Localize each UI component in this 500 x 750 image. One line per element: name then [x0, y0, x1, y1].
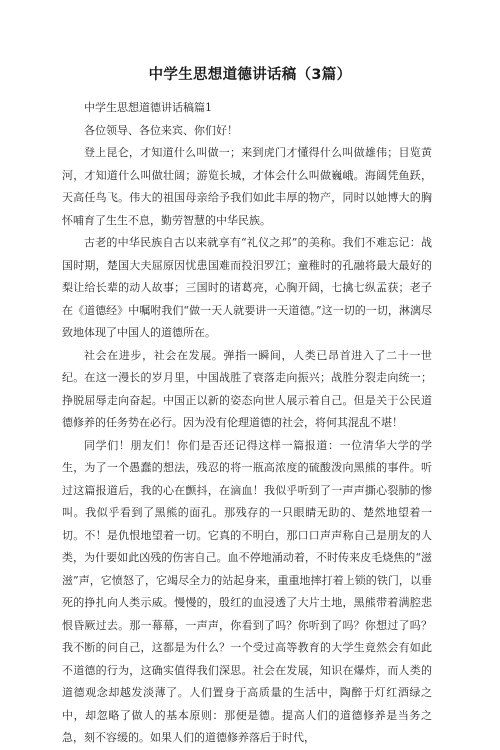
paragraph-motherland: 登上昆仑，才知道什么叫做一；来到虎门才懂得什么叫做雄伟；目览黄河，才知道什么叫做壮阔；游览长城，才体会什么叫做巍峨。海阔凭鱼跃，天高任鸟飞。伟大的祖国母亲给予我们如此丰厚的物产，同时以她博大的胸怀哺育了生生不息，勤劳智慧的中华民族。 [62, 146, 432, 227]
paragraph-etiquette: 古老的中华民族自古以来就享有“礼仪之邦”的美称。我们不难忘记：战国时期，楚国大夫屈原因忧患国难而投汨罗江；童稚时的孔融将最大最好的梨让给长辈的动人故事；三国时的诸葛亮，心胸开阔，七擒七纵孟获；老子在《道德经》中嘱咐我们“做一天人就要讲一天道德。”这一切的一切，淋漓尽致地体现了中国人的道德所在。 [62, 236, 432, 339]
paragraph-greeting: 各位领导、各位来宾、你们好！ [84, 123, 238, 137]
paragraph-progress: 社会在进步，社会在发展。弹指一瞬间，人类已昂首进入了二十一世纪。在这一漫长的岁月里，中国战胜了衰落走向振兴；战胜分裂走向统一；挣脱屈辱走向奋起。中国正以新的姿态向世人展示着自己。但是关于公民道德修养的任务势在必行。因为没有伦理道德的社会，将何其混乱不堪！ [62, 348, 432, 429]
document-title: 中学生思想道德讲话稿（3篇） [148, 67, 352, 83]
section-heading: 中学生思想道德讲话稿篇1 [84, 101, 212, 114]
document-body [62, 97, 432, 750]
paragraph-black-bear: 同学们！朋友们！你们是否还记得这样一篇报道：一位清华大学的学生，为了一个愚蠢的想法，残忍的将一瓶高浓度的硫酸泼向黑熊的事件。听过这篇报道后，我的心在颤抖，在滴血！我似乎听到了一声声撕心裂肺的惨叫。我似乎看到了黑熊的面孔。那残存的一只眼睛无助的、楚然地望着一切。不！是仇恨地望着一切。它真的不明白，那口口声声称自己是朋友的人类，为什要如此凶残的伤害自己。血不停地涌动着，不时传来皮毛烧焦的“滋滋”声，它愤怒了，它竭尽全力的站起身来，重重地摔打着上锁的铁门，以垂死的挣扎向人类示威。慢慢的，殷红的血浸透了大片土地，黑熊带着满腔悲恨昏厥过去。那一幕幕，一声声，你看到了吗？你听到了吗？你想过了吗？我不断的问自己，这都是为什么？一个受过高等教育的大学生竟然会有如此不道德的行为，这确实值得我们深思。社会在发展，知识在爆炸，而人类的道德观念却越发淡薄了。人们置身于高质量的生活中，陶醉于灯红酒绿之中，却忽略了做人的基本原则：那便是德。提高人们的道德修养是当务之急，刻不容缓的。如果人们的道德修养落后于时代， [62, 438, 432, 744]
